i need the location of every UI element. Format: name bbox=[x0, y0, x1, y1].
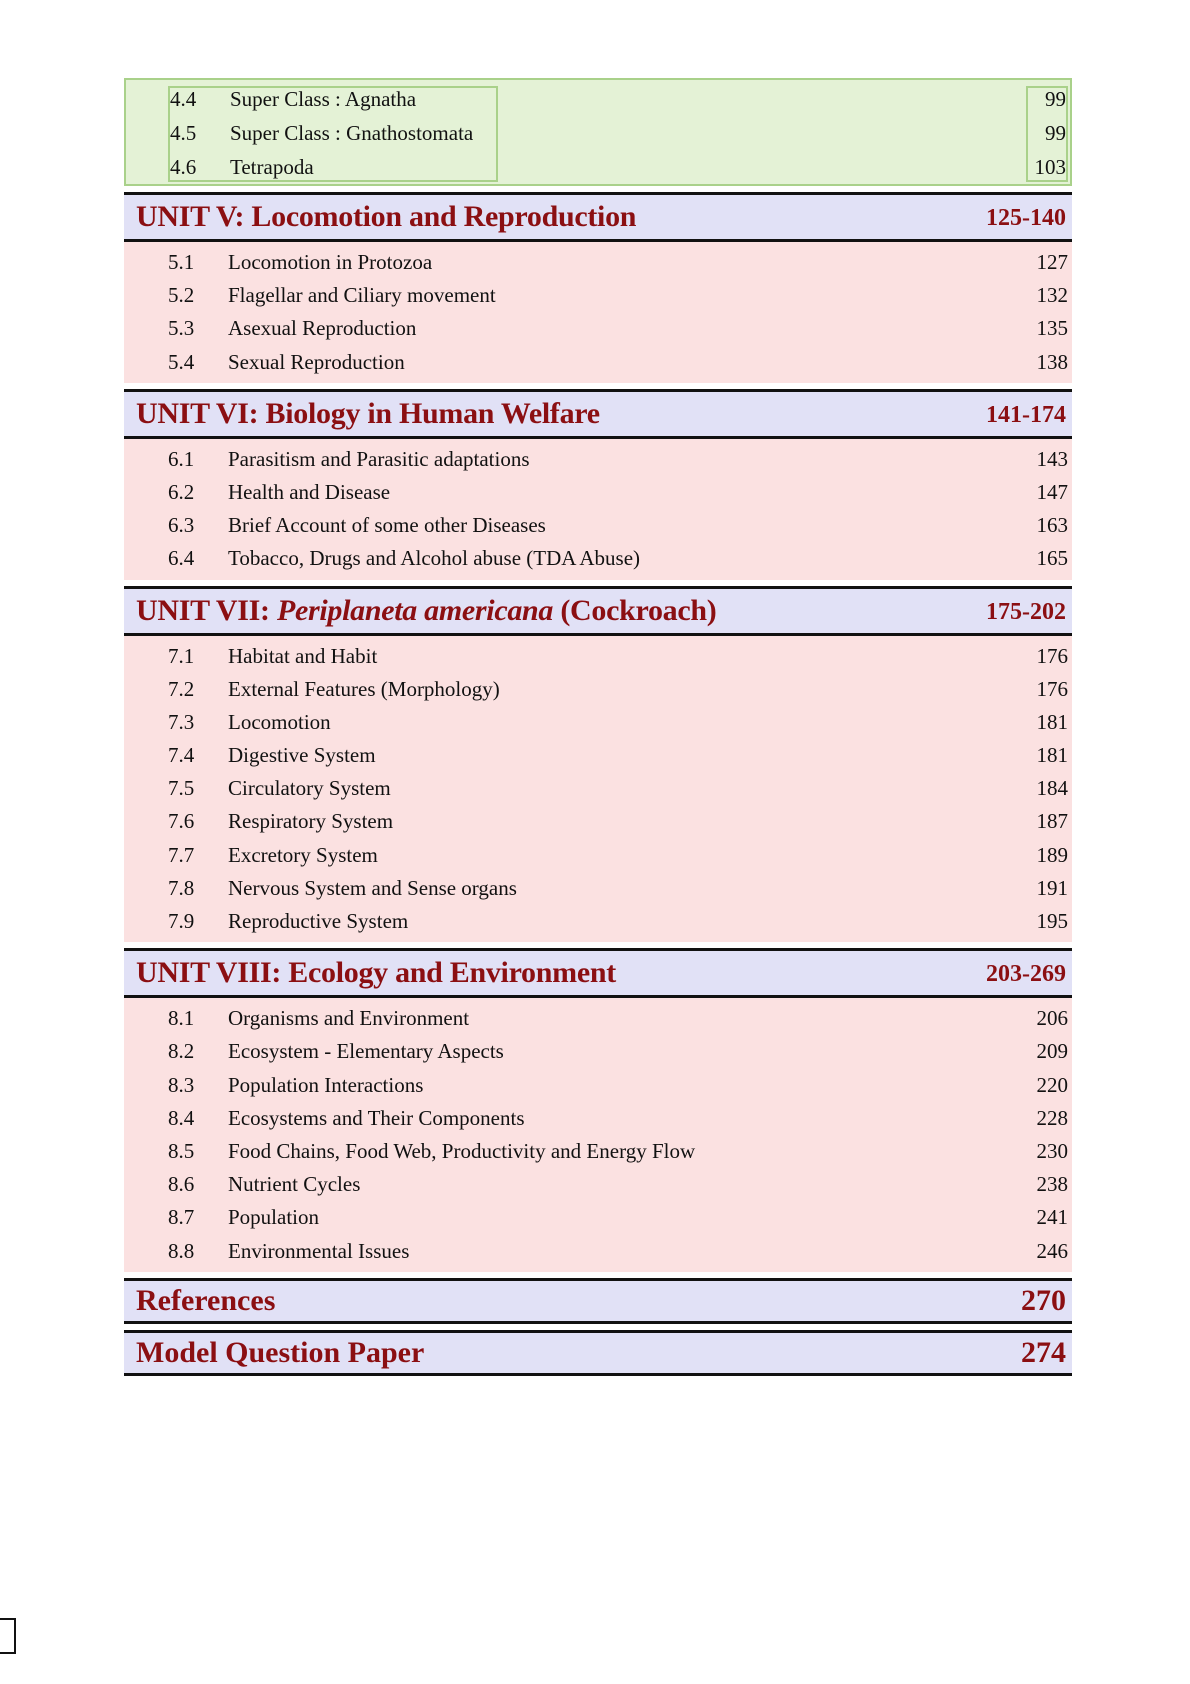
entry-title: Super Class : Agnatha bbox=[230, 87, 417, 111]
toc-entry[interactable] bbox=[124, 1201, 1072, 1234]
entry-page: 132 bbox=[1036, 283, 1068, 308]
entry-page: 191 bbox=[1036, 875, 1068, 900]
entry-number: 6.2 bbox=[168, 479, 195, 504]
toc-entry[interactable] bbox=[124, 542, 1072, 575]
toc-entry[interactable] bbox=[124, 1002, 1072, 1035]
entry-page: 138 bbox=[1036, 349, 1068, 374]
entry-page: 99 bbox=[1045, 121, 1066, 145]
toc-entry[interactable] bbox=[124, 1168, 1072, 1201]
toc-entry[interactable] bbox=[124, 1035, 1072, 1068]
carryover-section bbox=[124, 78, 1072, 186]
toc-entry[interactable] bbox=[124, 246, 1072, 279]
entry-number: 6.4 bbox=[168, 546, 195, 571]
toc-entry[interactable] bbox=[124, 739, 1072, 772]
entry-number: 5.2 bbox=[168, 283, 195, 308]
entry-number: 5.4 bbox=[168, 349, 195, 374]
entry-page: 181 bbox=[1036, 743, 1068, 768]
entry-number: 7.3 bbox=[168, 709, 195, 734]
entry-title: External Features (Morphology) bbox=[228, 676, 500, 701]
unit-title: UNIT V: Locomotion and Reproduction bbox=[136, 200, 637, 233]
toc-entry[interactable] bbox=[126, 82, 1070, 116]
entry-page: 238 bbox=[1036, 1172, 1068, 1197]
entry-title: Population bbox=[228, 1205, 320, 1230]
toc-entry[interactable] bbox=[124, 1069, 1072, 1102]
entry-number: 8.3 bbox=[168, 1072, 195, 1097]
entry-page: 241 bbox=[1036, 1205, 1068, 1230]
entry-page: 163 bbox=[1036, 513, 1068, 538]
unit-title bbox=[136, 589, 716, 633]
entry-page: 135 bbox=[1036, 316, 1068, 341]
model-question-paper-header[interactable] bbox=[124, 1330, 1072, 1376]
entry-number: 7.1 bbox=[168, 643, 195, 668]
toc-entry[interactable] bbox=[124, 673, 1072, 706]
toc-entry[interactable] bbox=[124, 905, 1072, 938]
entry-number: 5.3 bbox=[168, 316, 195, 341]
toc-entry[interactable] bbox=[124, 509, 1072, 542]
entry-page: 181 bbox=[1036, 709, 1068, 734]
unit-page-range: 203-269 bbox=[986, 961, 1066, 988]
entry-page: 99 bbox=[1045, 87, 1066, 111]
entry-number: 8.8 bbox=[168, 1238, 195, 1263]
unit-title: UNIT VIII: Ecology and Environment bbox=[136, 956, 616, 990]
entry-page: 184 bbox=[1036, 776, 1068, 801]
entry-title: Organisms and Environment bbox=[228, 1006, 470, 1031]
entry-page: 176 bbox=[1036, 676, 1068, 701]
unit-page-range: 141-174 bbox=[986, 401, 1066, 428]
entry-number: 5.1 bbox=[168, 250, 195, 274]
references-title: References bbox=[136, 1283, 276, 1317]
entry-number: 4.6 bbox=[170, 155, 197, 179]
entry-title: Nutrient Cycles bbox=[228, 1172, 361, 1197]
entry-number: 4.5 bbox=[170, 121, 197, 145]
entry-page: 103 bbox=[1034, 155, 1066, 179]
entry-page: 187 bbox=[1036, 809, 1068, 834]
references-header[interactable] bbox=[124, 1278, 1072, 1324]
entry-number: 4.4 bbox=[170, 87, 197, 111]
entry-page: 127 bbox=[1036, 250, 1068, 274]
toc-entry[interactable] bbox=[126, 116, 1070, 150]
entry-number: 7.5 bbox=[168, 776, 195, 801]
entry-title: Flagellar and Ciliary movement bbox=[228, 283, 496, 308]
entry-number: 8.4 bbox=[168, 1105, 195, 1130]
unit-viii-entries bbox=[124, 998, 1072, 1272]
entry-page: 246 bbox=[1036, 1238, 1068, 1263]
table-of-contents bbox=[124, 78, 1072, 1376]
toc-entry[interactable] bbox=[124, 312, 1072, 345]
entry-page: 230 bbox=[1036, 1138, 1068, 1163]
unit-title: UNIT VI: Biology in Human Welfare bbox=[136, 396, 600, 430]
toc-entry[interactable] bbox=[124, 706, 1072, 739]
toc-entry[interactable] bbox=[124, 279, 1072, 312]
model-paper-page: 274 bbox=[1021, 1335, 1066, 1369]
toc-entry[interactable] bbox=[126, 150, 1070, 184]
references-page: 270 bbox=[1021, 1283, 1066, 1317]
entry-title: Brief Account of some other Diseases bbox=[228, 513, 546, 538]
entry-title: Excretory System bbox=[228, 842, 378, 867]
toc-entry[interactable] bbox=[124, 1235, 1072, 1268]
entry-number: 7.2 bbox=[168, 676, 195, 701]
entry-number: 8.6 bbox=[168, 1172, 195, 1197]
toc-entry[interactable] bbox=[124, 1102, 1072, 1135]
toc-entry[interactable] bbox=[124, 772, 1072, 805]
entry-page: 165 bbox=[1036, 546, 1068, 571]
entry-number: 6.1 bbox=[168, 446, 195, 471]
unit-title-prefix: UNIT VII: bbox=[136, 593, 277, 627]
entry-number: 8.1 bbox=[168, 1006, 195, 1031]
entry-title: Digestive System bbox=[228, 743, 376, 768]
entry-number: 6.3 bbox=[168, 513, 195, 538]
toc-entry[interactable] bbox=[124, 805, 1072, 838]
entry-page: 195 bbox=[1036, 909, 1068, 933]
entry-title: Circulatory System bbox=[228, 776, 391, 801]
entry-title: Food Chains, Food Web, Productivity and Energy Flow bbox=[228, 1138, 696, 1163]
unit-header-viii[interactable] bbox=[124, 948, 1072, 998]
entry-title: Super Class : Gnathostomata bbox=[230, 121, 474, 145]
entry-page: 176 bbox=[1036, 643, 1068, 668]
entry-title: Locomotion in Protozoa bbox=[228, 250, 433, 274]
entry-title: Respiratory System bbox=[228, 809, 394, 834]
entry-title: Tetrapoda bbox=[230, 155, 314, 179]
unit-header-vi[interactable] bbox=[124, 389, 1072, 439]
entry-title: Ecosystems and Their Components bbox=[228, 1105, 525, 1130]
toc-entry[interactable] bbox=[124, 346, 1072, 379]
unit-title-suffix: (Cockroach) bbox=[553, 593, 717, 627]
entry-number: 7.6 bbox=[168, 809, 195, 834]
page-corner-mark bbox=[0, 1618, 16, 1654]
entry-page: 228 bbox=[1036, 1105, 1068, 1130]
entry-page: 147 bbox=[1036, 479, 1068, 504]
entry-title: Tobacco, Drugs and Alcohol abuse (TDA Abuse) bbox=[228, 546, 641, 571]
entry-title: Habitat and Habit bbox=[228, 643, 378, 668]
entry-page: 189 bbox=[1036, 842, 1068, 867]
entry-number: 7.8 bbox=[168, 875, 195, 900]
unit-header-vii[interactable] bbox=[124, 586, 1072, 636]
toc-entry[interactable] bbox=[124, 839, 1072, 872]
unit-title-species: Periplaneta americana bbox=[276, 593, 554, 627]
unit-page-range: 175-202 bbox=[986, 598, 1066, 625]
entry-title: Nervous System and Sense organs bbox=[228, 875, 517, 900]
toc-entry[interactable] bbox=[124, 443, 1072, 476]
entry-title: Parasitism and Parasitic adaptations bbox=[228, 446, 530, 471]
unit-header-v[interactable] bbox=[124, 192, 1072, 242]
entry-title: Ecosystem - Elementary Aspects bbox=[228, 1039, 504, 1064]
entry-page: 209 bbox=[1036, 1039, 1068, 1064]
unit-vii-entries bbox=[124, 636, 1072, 943]
toc-entry[interactable] bbox=[124, 1135, 1072, 1168]
entry-title: Locomotion bbox=[228, 709, 331, 734]
entry-page: 143 bbox=[1036, 446, 1068, 471]
entry-number: 7.7 bbox=[168, 842, 195, 867]
toc-entry[interactable] bbox=[124, 640, 1072, 673]
entry-number: 7.4 bbox=[168, 743, 195, 768]
entry-title: Population Interactions bbox=[228, 1072, 424, 1097]
entry-page: 220 bbox=[1036, 1072, 1068, 1097]
model-paper-title: Model Question Paper bbox=[136, 1335, 425, 1369]
entry-number: 8.5 bbox=[168, 1138, 195, 1163]
entry-title: Health and Disease bbox=[228, 479, 391, 504]
toc-entry[interactable] bbox=[124, 872, 1072, 905]
entry-title: Environmental Issues bbox=[228, 1238, 410, 1263]
entry-title: Sexual Reproduction bbox=[228, 349, 405, 374]
entry-page: 206 bbox=[1036, 1006, 1068, 1031]
entry-number: 8.7 bbox=[168, 1205, 195, 1230]
entry-title: Reproductive System bbox=[228, 909, 409, 933]
toc-entry[interactable] bbox=[124, 476, 1072, 509]
unit-page-range: 125-140 bbox=[986, 205, 1066, 231]
entry-number: 8.2 bbox=[168, 1039, 195, 1064]
unit-v-entries bbox=[124, 242, 1072, 383]
entry-number: 7.9 bbox=[168, 909, 195, 933]
entry-title: Asexual Reproduction bbox=[228, 316, 417, 341]
unit-vi-entries bbox=[124, 439, 1072, 580]
